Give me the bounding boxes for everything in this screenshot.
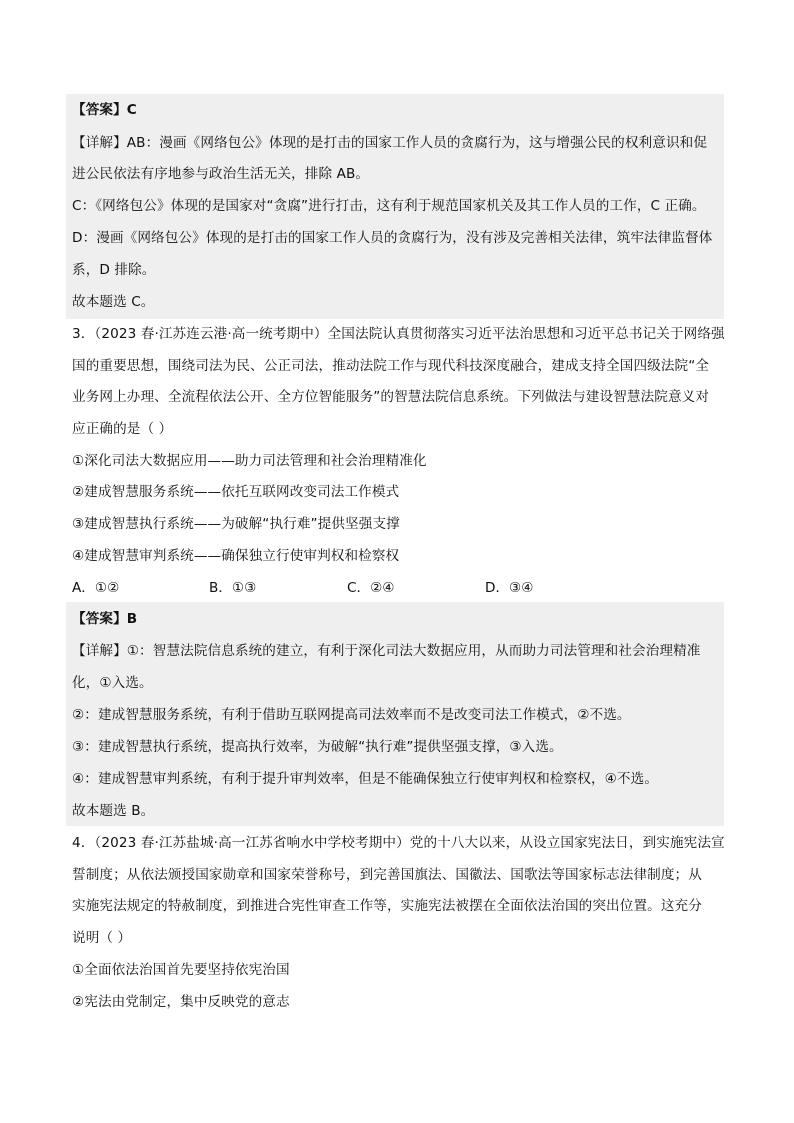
question-4-item: ②宪法由党制定，集中反映党的意志: [72, 994, 290, 1010]
question-3-stem: 3．（2023 春·江苏连云港·高一统考期中）全国法院认真贯彻落实习近平法治思想和习近平总书记关于网络强: [72, 326, 725, 342]
option-c: C．②④: [347, 580, 395, 596]
question-3-stem: 业务网上办理、全流程依法公开、全方位智能服务”的智慧法院信息系统。下列做法与建设智慧法院意义对: [72, 389, 710, 405]
explanation-line: ②：建成智慧服务系统，有利于借助互联网提高司法效率而不是改变司法工作模式，②不选。: [72, 707, 631, 723]
question-3-stem: 应正确的是（ ）: [72, 421, 173, 437]
explanation-line: 【详解】AB：漫画《网络包公》体现的是打击的国家工作人员的贪腐行为，这与增强公民的权利意识和促: [72, 135, 708, 151]
question-3-item: ②建成智慧服务系统——依托互联网改变司法工作模式: [72, 484, 400, 500]
explanation-line: C：《网络包公》体现的是国家对“贪腐”进行打击，这有利于规范国家机关及其工作人员的工作，C 正确。: [72, 198, 706, 214]
explanation-line: D：漫画《网络包公》体现的是打击的国家工作人员的贪腐行为，没有涉及完善相关法律，筑牢法律监督体: [72, 230, 713, 246]
question-3-item: ①深化司法大数据应用——助力司法管理和社会治理精准化: [72, 453, 427, 469]
question-4-stem: 誓制度；从依法颁授国家勋章和国家荣誉称号，到完善国旗法、国徽法、国歌法等国家标志法律制度；从: [72, 867, 702, 883]
explanation-line: ④：建成智慧审判系统，有利于提升审判效率，但是不能确保独立行使审判权和检察权，④不选。: [72, 771, 659, 787]
question-3-stem: 国的重要思想，围绕司法为民、公正司法，推动法院工作与现代科技深度融合，建成支持全国四级法院“全: [72, 358, 710, 374]
explanation-line: 进公民依法有序地参与政治生活无关，排除 AB。: [72, 166, 370, 182]
question-4-stem: 4．（2023 春·江苏盐城·高一江苏省响水中学校考期中）党的十八大以来，从设立国家宪法日，到实施宪法宣: [72, 835, 725, 851]
explanation-line: 系，D 排除。: [72, 262, 156, 278]
option-d: D．③④: [485, 580, 534, 596]
question-3-item: ④建成智慧审判系统——确保独立行使审判权和检察权: [72, 548, 400, 564]
explanation-line: ③：建成智慧执行系统，提高执行效率，为破解“执行难”提供坚强支撑，③入选。: [72, 739, 563, 755]
question-4-stem: 说明（ ）: [72, 930, 132, 946]
explanation-line: 故本题选 B。: [72, 803, 155, 819]
option-b: B．①③: [209, 580, 257, 596]
explanation-line: 【详解】①：智慧法院信息系统的建立，有利于深化司法大数据应用，从而助力司法管理和社会治理精准: [72, 643, 701, 659]
explanation-line: 化，①入选。: [72, 675, 153, 691]
question-3-item: ③建成智慧执行系统——为破解“执行难”提供坚强支撑: [72, 516, 400, 532]
answer-label-1: 【答案】C: [72, 102, 137, 118]
explanation-line: 故本题选 C。: [72, 294, 155, 310]
option-a: A．①②: [72, 580, 120, 596]
question-4-stem: 实施宪法规定的特赦制度，到推进合宪性审查工作等，实施宪法被摆在全面依法治国的突出位置。这充分: [72, 898, 702, 914]
answer-label-2: 【答案】B: [72, 611, 138, 627]
question-4-item: ①全面依法治国首先要坚持依宪治国: [72, 962, 290, 978]
